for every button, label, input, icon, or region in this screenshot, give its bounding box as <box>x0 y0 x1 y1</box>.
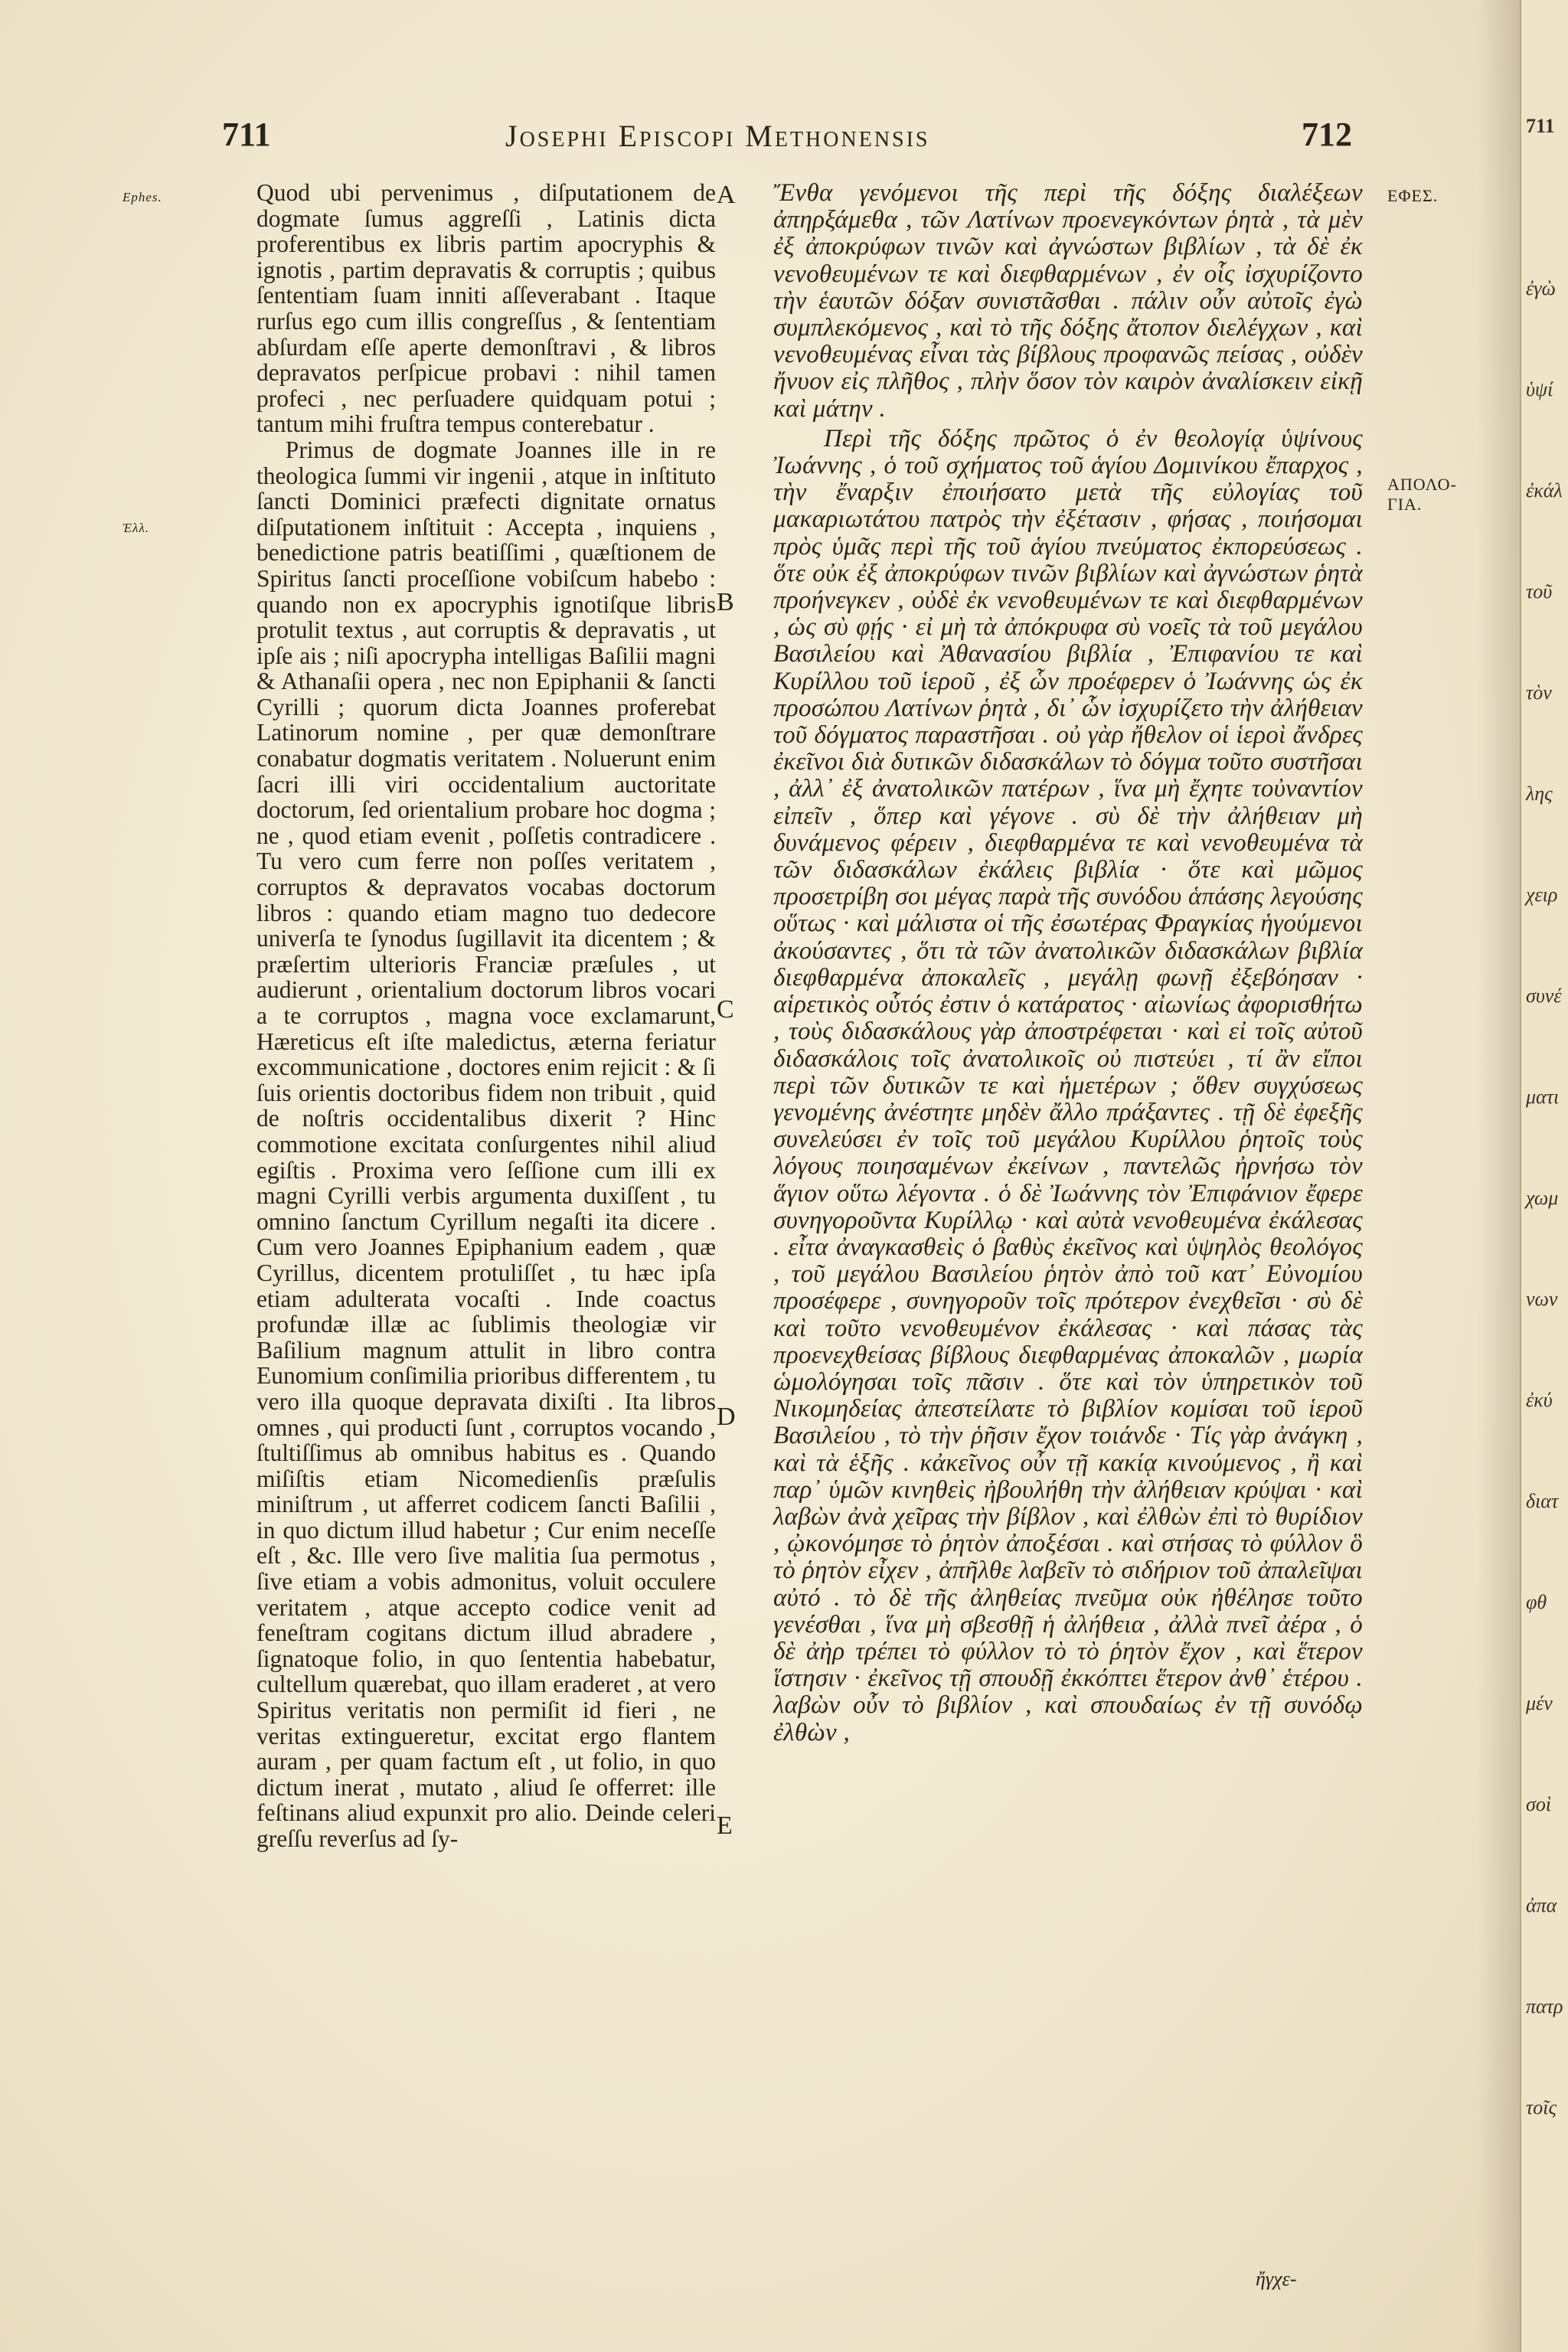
next-page-edge <box>1520 0 1568 2352</box>
catchword: ἤγχε- <box>1256 2268 1297 2290</box>
next-page-fragment: νων <box>1526 1288 1558 1310</box>
section-letter-d: D <box>717 1403 736 1431</box>
next-page-fragment: τὸν <box>1526 681 1552 704</box>
next-page-fragment: χειρ <box>1526 884 1558 906</box>
latin-paragraph-1: Quod ubi pervenimus , diſputationem de dogmate ſumus aggreſſi , Latinis dicta proferentibus ex libris partim apocryphis & ignotis , partim depravatis & corruptis ; quibus ſententiam ſuam inniti aſſeverabant . Itaque rurſus ego cum illis congreſſus , & ſententiam abſurdam eſſe aperte demonſtravi , & libros depravatos perſpicue probavi : nihil tamen profeci , nec perſuadere quidquam potui ; tantum mihi fruſtra tempus conterebatur . <box>256 179 716 438</box>
section-letter-a: A <box>717 181 736 209</box>
left-page-number: 711 <box>222 116 271 153</box>
latin-column <box>256 180 716 1852</box>
next-page-fragment: ὑψί <box>1526 378 1553 400</box>
section-letter-c: C <box>717 995 734 1024</box>
right-page-number: 712 <box>1302 116 1352 153</box>
next-page-fragment: λης <box>1526 782 1553 805</box>
running-header <box>0 115 1520 161</box>
next-page-fragment: τοῦ <box>1526 580 1553 603</box>
latin-paragraph-2: Primus de dogmate Joannes ille in re theologica ſummi vir ingenii , atque in inſtituto ſancti Dominici præfecti dignitate ornatus diſputationem inſtituit : Accepta , inquiens , benedictione patris beatiſſimi , quæſtionem de Spiritus ſancti proceſſione vobiſcum habebo : quando non ex apocryphis ignotiſque libris protulit textus , aut corruptis & depravatis , ut ipſe ais ; niſi apocrypha intelligas Baſilii magni & Athanaſii opera , nec non Epiphanii & ſancti Cyrilli ; quorum dicta Joannes proferebat Latinorum nomine , per quæ demonſtrare conabatur dogmatis veritatem . Noluerunt enim ſacri illi viri occidentalium auctoritate doctorum, ſed orientalium probare hoc dogma ; ne , quod etiam evenit , poſſetis contradicere . Tu vero cum ferre non poſſes veritatem , corruptos & depravatos vocabas doctorum libros : quando etiam magno tuo dedecore univerſa te ſynodus ſugillavit ita dicentem ; & præſertim ulterioris Franciæ præſules , ut audierunt , orientalium doctorum libros vocari a te corruptos , magna voce exclamarunt, Hæreticus eſt iſte maledictus, æterna feriatur excommunicatione , doctores enim rejicit : & ſi ſuis orientis doctoribus fidem non tribuit , quid de noſtris occidentalibus dixerit ? Hinc commotione excitata conſurgentes nihil aliud egiſtis . Proxima vero ſeſſione cum illi ex magni Cyrilli verbis argumenta duxiſſent , tu omnino ſanctum Cyrillum negaſti ita dicere . Cum vero Joannes Epiphanium eadem , quæ Cyrillus, dicentem protuliſſet , tu hæc ipſa etiam adulterata vocaſti . Inde coactus profundæ illæ ac ſublimis theologiæ vir Baſilium magnum attulit in libro contra Eunomium conſimilia prioribus differentem , tu vero illa quoque depravata dixiſti . Ita libros omnes , qui producti ſunt , corruptos vocando , ſtultiſſimus ab omnibus habitus es . Quando miſiſtis etiam Nicomedienſis præſulis miniſtrum , ut afferret codicem ſancti Baſilii , in quo dictum illud habetur ; Cur enim neceſſe eſt , &c. Ille vero ſive malitia ſua permotus , ſive etiam a vobis admonitus, voluit occulere veritatem , atque accepto codice venit ad feneſtram cogitans dictum illud abradere , ſignatoque folio, in quo ſententia habebatur, cultellum quærebat, quo illam eraderet , at vero Spiritus veritatis non permiſit id fieri , ne veritas extingueretur, excitat ergo flantem auram , per quam factum eſt , ut folio, in quo dictum inerat , mutato , aliud ſe offerret: ille feſtinans aliud expunxit pro alio. Deinde celeri greſſu reverſus ad ſy- <box>256 436 716 1852</box>
greek-paragraph-1: Ἔνθα γενόμενοι τῆς περὶ τῆς δόξης διαλέξεων ἀπηρξάμεθα , τῶν Λατίνων προενεγκόντων ῥητὰ , τὰ μὲν ἐξ ἀποκρύφων τινῶν καὶ ἀγνώστων βιβλίων , τὰ δὲ ἐκ νενοθευμένων τε καὶ διεφθαρμένων , ἐν οἷς ἰσχυρίζοντο τὴν ἑαυτῶν δόξαν συνιστᾶσθαι . πάλιν οὖν αὐτοῖς ἐγὼ συμπλεκόμενος , καὶ τὸ τῆς δόξης ἄτοπον διελέγχων , καὶ νενοθευμένας εἶναι τὰς βίβλους προφανῶς πείσας , οὐδὲν ἤνυον εἰς πλῆθος , πλὴν ὅσον τὸν καιρὸν ἀναλίσκειν εἰκῇ καὶ μάτην . <box>773 179 1363 423</box>
next-page-fragment: διατ <box>1526 1490 1559 1512</box>
margin-note-right-ephes: ΕΦΕΣ. <box>1387 186 1439 205</box>
next-page-fragment: ἀπα <box>1526 1894 1557 1916</box>
next-page-fragment: τοῖς <box>1526 2096 1557 2118</box>
next-page-fragment: ἐγὼ <box>1526 277 1556 299</box>
next-page-fragment: χωμ <box>1526 1187 1559 1209</box>
margin-note-right-apologia: ΑΠΟΛΟ- ΓΙΑ. <box>1387 475 1457 514</box>
margin-note-second: Ἐλλ. <box>122 521 150 535</box>
next-page-fragment: μέν <box>1526 1692 1553 1714</box>
next-page-fragment: ἐκύ <box>1526 1389 1553 1411</box>
next-page-fragment: σοὶ <box>1526 1793 1552 1815</box>
greek-column <box>773 180 1363 1746</box>
next-page-fragment: ματι <box>1526 1086 1560 1108</box>
section-letter-b: B <box>717 588 734 616</box>
next-page-fragment: ἐκάλ <box>1526 479 1563 501</box>
next-page-fragment: 711 <box>1526 115 1555 137</box>
next-page-fragment: συνέ <box>1526 985 1562 1007</box>
gutter-shadow <box>1478 0 1524 2352</box>
section-letter-e: E <box>717 1811 733 1840</box>
next-page-fragment: φθ <box>1526 1591 1547 1613</box>
greek-paragraph-2: Περὶ τῆς δόξης πρῶτος ὁ ἐν θεολογίᾳ ὑψίνους Ἰωάννης , ὁ τοῦ σχήματος τοῦ ἁγίου Δομινίκου ἔπαρχος , τὴν ἔναρξιν ἐποιήσατο μετὰ τῆς εὐλογίας τοῦ μακαριωτάτου πατρὸς τὴν ἐξέτασιν , φήσας , ποιήσομαι πρὸς ὑμᾶς περὶ τῆς τοῦ ἁγίου πνεύματος ἐκπορεύσεως . ὅτε οὐκ ἐξ ἀποκρύφων τινῶν βιβλίων καὶ ἀγνώστων ῥητὰ προήνεγκεν , οὐδὲ ἐκ νενοθευμένων τε καὶ διεφθαρμένων , ὡς σὺ φῄς · εἰ μὴ τὰ ἀπόκρυφα σὺ νοεῖς τὰ τοῦ μεγάλου Βασιλείου καὶ Ἀθανασίου βιβλία , Ἐπιφανίου τε καὶ Κυρίλλου τοῦ ἱεροῦ , ἐξ ὧν προέφερεν ὁ Ἰωάννης ὡς ἐκ προσώπου Λατίνων ῥητὰ , δι᾽ ὧν ἰσχυρίζετο τὴν ἀλήθειαν τοῦ δόγματος παραστῆσαι . οὐ γὰρ ἤθελον οἱ ἱεροὶ ἄνδρες ἐκεῖνοι διὰ δυτικῶν διδασκάλων τὸ δόγμα τοῦτο συστῆσαι , ἀλλ᾽ ἐξ ἀνατολικῶν πατέρων , ἵνα μὴ ἔχητε τοὐναντίον εἰπεῖν , ὅπερ καὶ γέγονε . σὺ δὲ τὴν ἀλήθειαν μὴ δυνάμενος φέρειν , διεφθαρμένα τε καὶ νενοθευμένα τὰ τῶν διδασκάλων ἐκάλεις βιβλία · ὅτε καὶ μῶμος προσετρίβη σοι μέγας παρὰ τῆς συνόδου ἁπάσης λεγούσης οὕτως · καὶ μάλιστα οἱ τῆς ἐσωτέρας Φραγκίας ἡγούμενοι ἀκούσαντες , ὅτι τὰ τῶν ἀνατολικῶν διδασκάλων βιβλία διεφθαρμένα ἀποκαλεῖς , μεγάλῃ φωνῇ ἐξεβόησαν · αἱρετικὸς οὗτός ἐστιν ὁ κατάρατος · αἰωνίως ἀφορισθήτω , τοὺς διδασκάλους γὰρ ἀποστρέφεται · καὶ εἰ τοῖς αὐτοῦ διδασκάλοις τοῖς ἀνατολικοῖς οὐ πιστεύει , τί ἂν εἴποι περὶ τῶν δυτικῶν τε καὶ ἡμετέρων ; ὅθεν συγχύσεως γενομένης ἀνέστητε μηδὲν ἄλλο πράξαντες . τῇ δὲ ἐφεξῆς συνελεύσει ἐν τοῖς τοῦ μεγάλου Κυρίλλου ῥητοῖς τοὺς λόγους ποιησαμένων ἐκείνων , παντελῶς ἠρνήσω τὸν ἅγιον οὕτω λέγοντα . ὁ δὲ Ἰωάννης τὸν Ἐπιφάνιον ἔφερε συνηγοροῦντα Κυρίλλῳ · καὶ αὐτὰ νενοθευμένα ἐκάλεσας . εἶτα ἀναγκασθεὶς ὁ βαθὺς ἐκεῖνος καὶ ὑψηλὸς θεολόγος , τοῦ μεγάλου Βασιλείου ῥητὸν ἀπὸ τοῦ κατ᾽ Εὐνομίου προσέφερε , συνηγοροῦν τοῖς πρότερον ἐνεχθεῖσι · σὺ δὲ καὶ τοῦτο νενοθευμένον ἐκάλεσας · καὶ πάσας τὰς προενεχθείσας βίβλους διεφθαρμένας ἀποκαλῶν , μωρία ὡμολόγησαι τοῖς πᾶσιν . ὅτε καὶ τὸν ὑπηρετικὸν τοῦ Νικομηδείας ἀπεστείλατε τὸ βιβλίον κομίσαι τοῦ ἱεροῦ Βασιλείου , τὸ τὴν ῥῆσιν ἔχον τοιάνδε · Τίς γὰρ ἀνάγκη , καὶ τὰ ἑξῆς . κἀκεῖνος οὖν τῇ κακίᾳ κινούμενος , ἢ καὶ παρ᾽ ὑμῶν κινηθεὶς ἠβουλήθη τὴν ἀλήθειαν κρύψαι · καὶ λαβὼν ἀνὰ χεῖρας τὴν βίβλον , καὶ ἐλθὼν ἐπὶ τὸ θυρίδιον , ᾠκονόμησε τὸ ῥητὸν ἀποξέσαι . καὶ στήσας τὸ φύλλον ὃ τὸ ῥητὸν εἶχεν , ἀπῆλθε λαβεῖν τὸ σιδήριον τοῦ ἀπαλεῖψαι αὐτό . τὸ δὲ τῆς ἀληθείας πνεῦμα οὐκ ἠθέλησε τοῦτο γενέσθαι , ἵνα μὴ σβεσθῇ ἡ ἀλήθεια , ἀλλὰ πνεῖ ἀέρα , ὁ δὲ ἀὴρ τρέπει τὸ φύλλον τὸ τὸ ῥητὸν ἔχον , καὶ ἕτερον ἵστησιν · ἐκεῖνος τῇ σπουδῇ ἐκκόπτει ἕτερον ἀνθ᾽ ἑτέρου . λαβὼν οὖν τὸ βιβλίον , καὶ σπουδαίως ἐν τῇ συνόδῳ ἐλθὼν , <box>773 424 1363 1746</box>
next-page-fragment: πατρ <box>1526 1995 1563 2017</box>
margin-note-ephes: Ephes. <box>122 190 162 204</box>
running-title: Josephi Episcopi Methonensis <box>505 119 930 153</box>
